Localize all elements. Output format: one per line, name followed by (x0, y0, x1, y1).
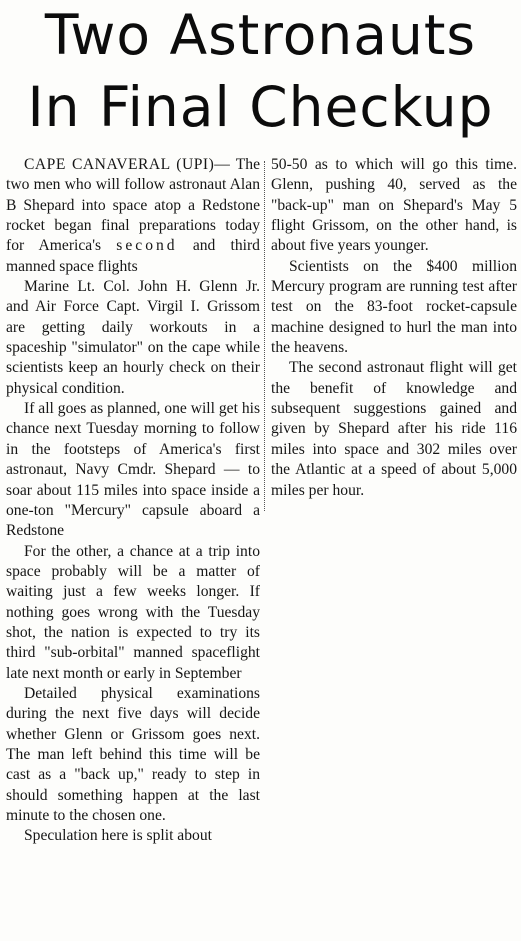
column-rule (264, 161, 265, 511)
headline-line-2: In Final Checkup (27, 75, 494, 139)
article-paragraph: Marine Lt. Col. John H. Glenn Jr. and Air Force Capt. Virgil I. Grissom are getting daily workouts in a spaceship "simulator" on the cape while scientists keep an hourly check on their physical condition. (6, 278, 260, 397)
article-paragraph: 50-50 as to which will go this time. Glenn, pushing 40, served as the "back-up" man on Shepard's May 5 flight Grissom, on the other hand, is about five years younger. (271, 156, 517, 255)
article-body (0, 155, 521, 941)
article-paragraph: Speculation here is split about (24, 827, 212, 845)
emphasized-word: second (116, 237, 178, 255)
article-text: and third manned space flights (6, 237, 260, 275)
article-paragraph: If all goes as planned, one will get his chance next Tuesday morning to follow in the footsteps of America's first astronaut, Navy Cmdr. Shepard — to soar about 115 miles into space inside a one-ton "Mercury" capsule aboard a Redstone (6, 400, 261, 540)
article-column-right (271, 155, 517, 501)
article-paragraph (6, 155, 260, 277)
article-paragraph: Detailed physical examinations during the next five days will decide whether Glenn or Grissom goes next. The man left behind this time will be cast as a "back up," ready to step in should something happen at the last minute to the chosen one. (6, 684, 260, 824)
article-column-left (6, 155, 260, 847)
article-paragraph: The second astronaut flight will get the benefit of knowledge and subsequent suggestions gained and given by Shepard after his ride 116 miles into space and 302 miles over the Atlantic at a speed of about 5,000 miles per hour. (271, 359, 517, 499)
headline-line-1: Two Astronauts (44, 3, 477, 67)
article-paragraph: For the other, a chance at a trip into space probably will be a matter of waiting just a few weeks longer. If nothing goes wrong with the Tuesday shot, the nation is expected to try its third "sub-orbital" manned spaceflight late next month or early in September (6, 542, 260, 682)
dateline: CAPE CANAVERAL (UPI)— (24, 156, 231, 173)
article-paragraph: Scientists on the $400 million Mercury program are running test after test on the 83-foot rocket-capsule machine designed to hurl the man into the heavens. (271, 257, 517, 357)
article-text: The two men who will follow astronaut Alan B Shepard into space atop a Redstone rocket began final preparations today for America's (6, 156, 260, 255)
